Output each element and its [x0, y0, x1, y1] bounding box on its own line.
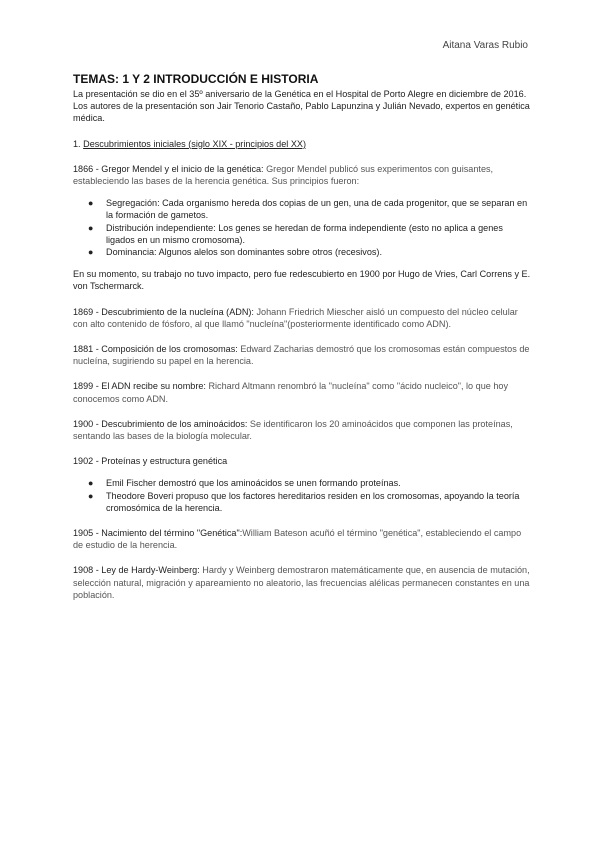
list-item-text: Dominancia: Algunos alelos son dominantes sobre otros (recesivos).: [106, 247, 382, 258]
list-item-text: Segregación: Cada organismo hereda dos copias de un gen, una de cada progenitor, que se separan en la formación de gametos.: [106, 198, 528, 221]
document-title: TEMAS: 1 Y 2 INTRODUCCIÓN E HISTORIA: [73, 72, 319, 86]
event-body: Hardy y Weinberg demostraron matemáticamente que, en ausencia de mutación, selección natural, migración y apareamiento no aleatorio, las frecuencias alélicas permanecen constantes en una población.: [73, 565, 530, 600]
event-body: William Bateson acuñó el término "genética", estableciendo el campo de estudio de la herencia.: [73, 528, 522, 551]
list-item-text: Distribución independiente: Los genes se heredan de forma independiente (esto no aplica a genes ligados en un mismo cromosoma).: [106, 222, 503, 245]
event-paragraph: [73, 343, 533, 367]
event-body: Edward Zacharias demostró que los cromosomas están compuestos de nucleína, sugiriendo su papel en la herencia.: [73, 344, 530, 367]
bullet-icon: ●: [88, 222, 94, 233]
document-body: [73, 72, 533, 601]
bullet-icon: ●: [88, 490, 94, 501]
bullet-icon: ●: [88, 478, 94, 489]
event-paragraph: [73, 527, 533, 551]
section-1-heading: [73, 138, 533, 150]
bullet-icon: ●: [88, 247, 94, 258]
list-item-text: Theodore Boveri propuso que los factores hereditarios residen en los cromosomas, apoyando la teoría cromosómica de la herencia.: [106, 490, 520, 513]
list-item: [88, 222, 533, 246]
event-heading: 1900 - Descubrimiento de los aminoácidos:: [73, 418, 248, 429]
event-heading: 1881 - Composición de los cromosomas:: [73, 344, 238, 355]
event-body: Se identificaron los 20 aminoácidos que componen las proteínas, sentando las bases de la biología molecular.: [73, 418, 513, 442]
proteins-list: [73, 477, 533, 514]
event-heading: 1908 - Ley de Hardy-Weinberg:: [73, 565, 200, 576]
event-paragraph: [73, 564, 533, 601]
intro-paragraph-1: La presentación se dio en el 35º aniversario de la Genética en el Hospital de Porto Alegre en diciembre de 2016.: [73, 89, 527, 99]
event-body: Johann Friedrich Miescher aisló un compuesto del núcleo celular con alto contenido de fósforo, al que llamó "nucleína"(posteriormente identificado como ADN).: [73, 306, 518, 329]
list-item: [88, 477, 533, 489]
author-name: Aitana Varas Rubio: [442, 40, 528, 51]
mendel-rediscovery: En su momento, su trabajo no tuvo impacto, pero fue redescubierto en 1900 por Hugo de Vries, Carl Correns y E. von Tschermarck.: [73, 269, 531, 292]
mendel-paragraph: [73, 163, 533, 187]
event-paragraph: [73, 380, 533, 404]
event-body: Richard Altmann renombró la "nucleína" como "ácido nucleico", lo que hoy conocemos como ADN.: [73, 381, 508, 404]
event-heading: 1905 - Nacimiento del término "Genética":: [73, 528, 243, 539]
list-item-text: Emil Fischer demostró que los aminoácidos se unen formando proteínas.: [106, 478, 401, 489]
event-heading: 1869 - Descubrimiento de la nucleína (ADN):: [73, 306, 254, 317]
event-heading: 1899 - El ADN recibe su nombre:: [73, 381, 206, 392]
intro-paragraph-2: Los autores de la presentación son Jair Tenorio Castaño, Pablo Lapunzina y Julián Nevado, expertos en genética médica.: [73, 101, 530, 124]
list-item: [88, 490, 533, 514]
mendel-heading: 1866 - Gregor Mendel y el inicio de la genética:: [73, 163, 264, 174]
section-1-title: Descubrimientos iniciales (siglo XIX - principios del XX): [83, 138, 307, 149]
mendel-principles-list: [73, 197, 533, 258]
event-paragraph: [73, 306, 533, 330]
list-item: [88, 197, 533, 221]
event-paragraph: [73, 418, 533, 442]
section-1-number: 1.: [73, 138, 81, 149]
list-item: [88, 246, 533, 258]
proteins-heading: 1902 - Proteínas y estructura genética: [73, 456, 228, 467]
bullet-icon: ●: [88, 198, 94, 209]
mendel-body: Gregor Mendel publicó sus experimentos con guisantes, estableciendo las bases de la herencia genética. Sus principios fueron:: [73, 163, 494, 187]
